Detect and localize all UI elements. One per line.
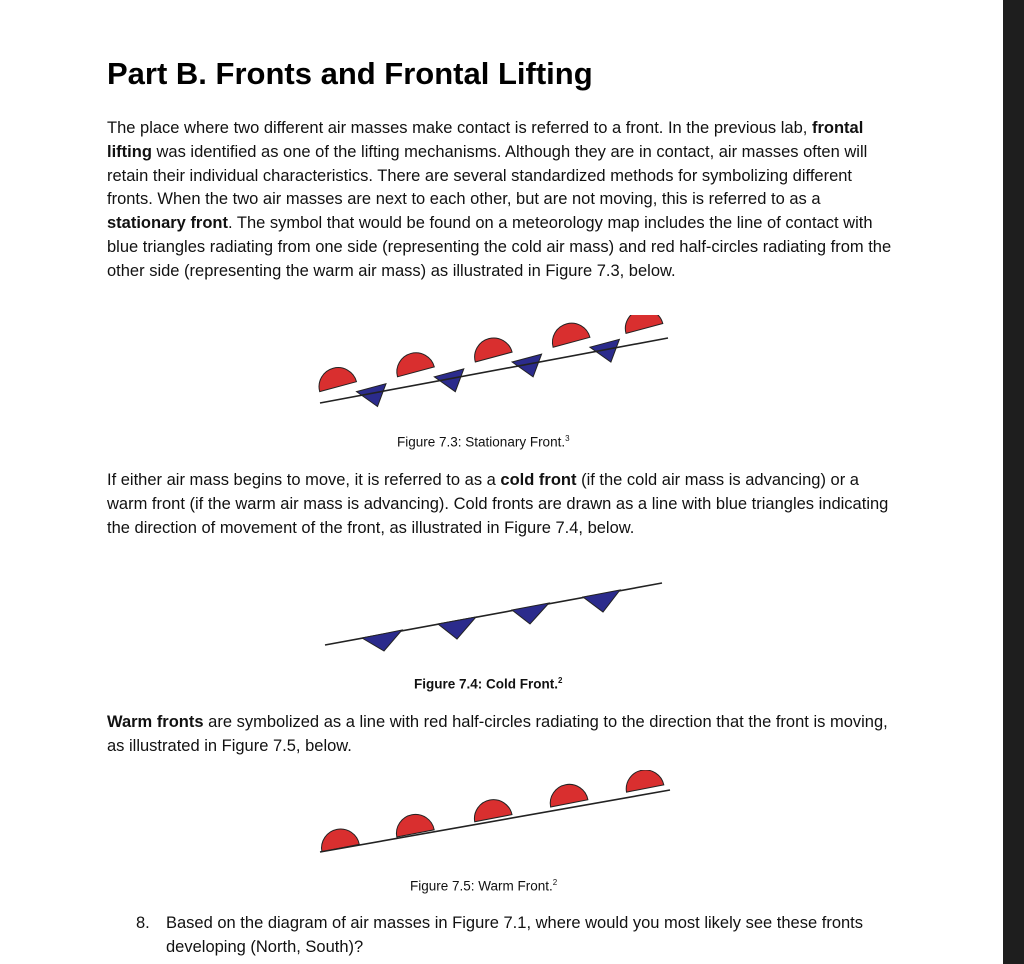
warm-semicircle	[625, 315, 662, 333]
figure-7-4-caption: Figure 7.4: Cold Front.$^2$	[414, 676, 563, 692]
figure-7-3-caption: Figure 7.3: Stationary Front.$^3$	[397, 434, 570, 450]
term-stationary-front: stationary front	[107, 214, 229, 233]
paragraph-stationary-front: The place where two different air masses make contact is referred to a front. In the previous lab, frontal lifting was identified as one of the lifting mechanisms. Although they are in contact, air masses often will retain their individual characteristics. There are several standardized methods for symbolizing different fronts. When the two air masses are next to each other, but are not moving, this is referred to as a stationary front. The symbol that would be found on a meteorology map includes the line of contact with blue triangles radiating from one side (representing the cold air mass) and red half-circles radiating from the other side (representing the warm air mass) as illustrated in Figure 7.3, below.	[107, 119, 892, 280]
section-heading: Part B. Fronts and Frontal Lifting	[107, 56, 593, 91]
term-cold-front: cold front	[500, 471, 577, 489]
question-text: Based on the diagram of air masses in Figure 7.1, where would you most likely see these fronts developing (North, South)?	[166, 914, 864, 956]
cold-front-figure	[300, 575, 700, 660]
figure-7-5-caption: Figure 7.5: Warm Front.$^2$	[410, 878, 558, 894]
term-warm-fronts: Warm fronts	[107, 713, 204, 731]
question-number: 8.	[136, 914, 150, 932]
cold-triangle	[512, 603, 549, 624]
warm-semicircle	[552, 323, 589, 347]
cold-triangle	[583, 590, 620, 612]
paragraph-warm-front: Warm fronts are symbolized as a line with red half-circles radiating to the direction that the front is moving, as illustrated in Figure 7.5, below.	[107, 713, 888, 755]
warm-front-figure	[300, 770, 700, 860]
warm-semicircle	[626, 770, 664, 792]
paragraph-cold-front: If either air mass begins to move, it is referred to as a cold front (if the cold air mass is advancing) or a warm front (if the warm air mass is advancing). Cold fronts are drawn as a line with blue triangles indicating the direction of movement of the front, as illustrated in Figure 7.4, below.	[107, 471, 889, 537]
warm-semicircle	[475, 338, 512, 362]
window-edge	[1003, 0, 1024, 964]
warm-semicircle	[396, 814, 434, 837]
term-frontal-lifting: frontal lifting	[107, 119, 864, 161]
warm-semicircle	[397, 353, 434, 377]
warm-semicircle	[319, 368, 356, 392]
cold-triangle	[362, 630, 402, 651]
stationary-front-figure	[300, 315, 700, 415]
warm-semicircle	[550, 784, 588, 807]
cold-triangle	[438, 617, 476, 639]
cold-triangle	[590, 339, 620, 362]
